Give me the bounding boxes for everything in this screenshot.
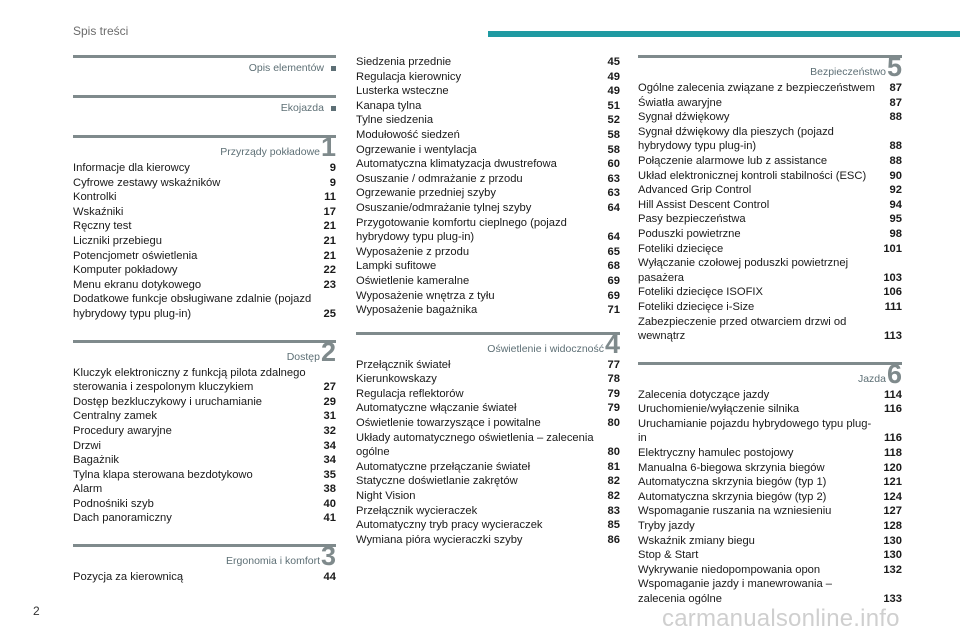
toc-entry-page: 60 <box>607 158 620 171</box>
toc-entry-page: 113 <box>883 330 902 343</box>
toc-section <box>73 336 336 527</box>
toc-entry[interactable] <box>638 519 902 534</box>
toc-entry-title: Wskaźniki <box>73 205 124 218</box>
toc-entry-title: Wyłączanie czołowej poduszki powietrznej pasażera <box>638 257 849 284</box>
toc-entry[interactable] <box>638 417 902 446</box>
toc-entry-title: Automatyczne przełączanie świateł <box>356 460 531 473</box>
toc-entry[interactable] <box>356 401 620 416</box>
toc-entry[interactable] <box>638 212 902 227</box>
toc-entry-page: 58 <box>607 143 620 156</box>
toc-entry-title: Zalecenia dotyczące jazdy <box>638 388 770 401</box>
toc-column-3 <box>638 52 902 607</box>
toc-entry-page: 31 <box>323 410 336 423</box>
toc-entry[interactable] <box>356 201 620 216</box>
toc-entry-title: Zabezpieczenie przed otwarciem drzwi od wewnątrz <box>638 315 847 343</box>
toc-entry-title: Podnośniki szyb <box>73 497 154 510</box>
toc-entry-page: 86 <box>607 533 620 546</box>
toc-entry-page: 69 <box>607 274 620 287</box>
toc-entry-page: 79 <box>607 387 620 400</box>
toc-entry-title: Automatyczna klimatyzacja dwustrefowa <box>356 158 557 171</box>
toc-entry[interactable] <box>638 490 902 505</box>
toc-entry[interactable] <box>73 424 336 439</box>
toc-entry-title: Sygnał dźwiękowy <box>638 111 730 124</box>
section-title: Przyrządy pokładowe <box>220 146 320 158</box>
toc-entry[interactable] <box>356 99 620 114</box>
section-title: Jazda <box>857 372 886 385</box>
toc-entry[interactable] <box>73 482 336 497</box>
toc-entry-title: Lusterka wsteczne <box>356 85 449 98</box>
toc-entry[interactable] <box>356 274 620 289</box>
toc-entry-title: Ręczny test <box>73 220 132 233</box>
watermark: carmanualsonline.info <box>662 605 900 632</box>
toc-entry[interactable] <box>356 372 620 387</box>
toc-entry-title: Lampki sufitowe <box>356 260 437 273</box>
square-bullet-icon <box>331 106 336 111</box>
toc-entry[interactable] <box>73 176 336 191</box>
section-heading <box>73 95 336 117</box>
toc-entry-title: Uruchomienie/wyłączenie silnika <box>638 403 800 416</box>
toc-entry-title: Kierunkowskazy <box>356 373 437 386</box>
toc-entry-page: 23 <box>323 278 336 291</box>
toc-entry[interactable] <box>638 548 902 563</box>
toc-entry[interactable] <box>73 278 336 293</box>
toc-entry-page: 101 <box>883 242 902 255</box>
section-heading <box>73 541 336 572</box>
toc-entry-title: Komputer pokładowy <box>73 264 178 277</box>
toc-entry[interactable] <box>356 431 620 460</box>
toc-entry-title: Bagażnik <box>73 454 120 467</box>
section-heading <box>638 358 902 389</box>
section-title: Ekojazda <box>280 102 324 114</box>
toc-entry[interactable] <box>638 242 902 257</box>
toc-entry[interactable] <box>356 143 620 158</box>
toc-entry-page: 133 <box>883 593 902 605</box>
toc-entry[interactable] <box>638 461 902 476</box>
toc-entry-title: Ogrzewanie i wentylacja <box>356 143 477 156</box>
toc-entry[interactable] <box>638 475 902 490</box>
header-accent-bar <box>488 31 960 37</box>
toc-entry[interactable] <box>73 409 336 424</box>
toc-entry-title: Elektryczny hamulec postojowy <box>638 447 794 460</box>
toc-entry-title: Układy automatycznego oświetlenia – zalecenia ogólne <box>356 431 594 459</box>
toc-entry-page: 52 <box>607 114 620 127</box>
toc-entry-title: Osuszanie / odmrażanie z przodu <box>356 172 523 185</box>
toc-entry-title: Osuszanie/odmrażanie tylnej szyby <box>356 201 532 214</box>
toc-entry[interactable] <box>356 533 620 548</box>
toc-entry[interactable] <box>73 453 336 468</box>
section-number: 1 <box>320 132 336 162</box>
toc-entry-page: 44 <box>323 571 336 584</box>
toc-entry[interactable] <box>638 183 902 198</box>
toc-entry-page: 68 <box>607 260 620 273</box>
section-heading <box>73 336 336 367</box>
section-heading <box>356 328 620 359</box>
toc-entry-title: Automatyczna skrzynia biegów (typ 1) <box>638 476 827 489</box>
toc-section <box>638 358 902 607</box>
toc-entry-title: Tryby jazdy <box>638 520 695 533</box>
toc-entry[interactable] <box>638 534 902 549</box>
toc-entry-title: Wyposażenie bagażnika <box>356 304 478 317</box>
toc-entry-title: Procedury awaryjne <box>73 424 172 437</box>
toc-entry-title: Dach panoramiczny <box>73 512 172 525</box>
toc-entry-page: 88 <box>889 111 902 124</box>
toc-entry-page: 45 <box>607 56 620 68</box>
toc-entry[interactable] <box>73 263 336 278</box>
page-header-title: Spis treści <box>73 24 129 38</box>
toc-entry[interactable] <box>356 216 620 245</box>
toc-entry-title: Potencjometr oświetlenia <box>73 249 198 262</box>
section-number: 3 <box>320 541 336 572</box>
toc-entry-title: Modułowość siedzeń <box>356 128 460 141</box>
toc-entry[interactable] <box>638 154 902 169</box>
toc-entry-page: 63 <box>607 187 620 200</box>
toc-entry[interactable] <box>73 511 336 526</box>
toc-entry-page: 21 <box>323 234 336 247</box>
toc-entry-page: 80 <box>607 417 620 430</box>
toc-entry-page: 17 <box>323 205 336 218</box>
toc-entry-title: Automatyczne włączanie świateł <box>356 402 517 415</box>
section-heading <box>638 52 902 82</box>
toc-entry-title: Wspomaganie jazdy i manewrowania – zalecenia ogólne <box>638 578 833 605</box>
toc-entry-title: Centralny zamek <box>73 410 157 423</box>
toc-entry-page: 90 <box>889 169 902 182</box>
toc-entry-title: Manualna 6-biegowa skrzynia biegów <box>638 461 825 474</box>
toc-entry[interactable] <box>356 259 620 274</box>
toc-entry-title: Statyczne doświetlanie zakrętów <box>356 475 518 488</box>
toc-entry[interactable] <box>356 157 620 172</box>
toc-entry-page: 65 <box>607 245 620 258</box>
toc-entry[interactable] <box>356 55 620 70</box>
toc-entry-page: 9 <box>329 162 336 174</box>
toc-entry-title: Dodatkowe funkcje obsługiwane zdalnie (pojazd hybrydowy typu plug-in) <box>73 293 312 320</box>
toc-entry[interactable] <box>73 205 336 220</box>
page-number: 2 <box>33 604 40 618</box>
toc-section <box>73 55 336 77</box>
toc-entry-page: 38 <box>323 483 336 496</box>
toc-entry-title: Światła awaryjne <box>638 96 722 109</box>
toc-entry[interactable] <box>356 387 620 402</box>
toc-entry-title: Wykrywanie niedopompowania opon <box>638 563 821 576</box>
toc-entry-page: 128 <box>883 520 902 533</box>
toc-entry-page: 79 <box>607 402 620 415</box>
toc-entry-title: Wskaźnik zmiany biegu <box>638 534 755 547</box>
toc-entry-title: Informacje dla kierowcy <box>73 162 190 174</box>
toc-entry-page: 32 <box>323 424 336 437</box>
section-title: Bezpieczeństwo <box>810 66 886 78</box>
toc-entry[interactable] <box>73 497 336 512</box>
toc-entry[interactable] <box>638 256 902 285</box>
toc-entry-page: 82 <box>607 475 620 488</box>
toc-entry-page: 87 <box>889 96 902 109</box>
toc-entry-title: Pasy bezpieczeństwa <box>638 213 746 226</box>
toc-entry[interactable] <box>73 395 336 410</box>
toc-entry-page: 21 <box>323 220 336 233</box>
toc-entry[interactable] <box>356 245 620 260</box>
toc-entry-page: 11 <box>324 191 336 204</box>
toc-entry-title: Przełącznik świateł <box>356 358 451 371</box>
toc-entry[interactable] <box>356 504 620 519</box>
toc-entry-title: Dostęp bezkluczykowy i uruchamianie <box>73 395 263 408</box>
toc-entry-page: 27 <box>323 381 336 394</box>
toc-entry-title: Oświetlenie towarzyszące i powitalne <box>356 417 541 430</box>
toc-entry-page: 94 <box>889 198 902 211</box>
toc-entry-title: Wymiana pióra wycieraczki szyby <box>356 533 523 546</box>
toc-entry[interactable] <box>638 169 902 184</box>
toc-entry-page: 95 <box>889 213 902 226</box>
toc-entry-title: Alarm <box>73 483 103 496</box>
toc-entry[interactable] <box>356 113 620 128</box>
section-title: Opis elementów <box>248 62 324 74</box>
toc-section <box>73 541 336 585</box>
toc-entry[interactable] <box>356 289 620 304</box>
toc-entry-title: Wspomaganie ruszania na wzniesieniu <box>638 505 832 518</box>
toc-entry-page: 88 <box>889 140 902 153</box>
toc-entry[interactable] <box>356 489 620 504</box>
toc-entry-page: 121 <box>883 476 902 489</box>
toc-entry-title: Wyposażenie z przodu <box>356 245 470 258</box>
toc-entry-page: 29 <box>323 395 336 408</box>
toc-entry[interactable] <box>73 439 336 454</box>
toc-entry-title: Ogólne zalecenia związane z bezpieczeństwem <box>638 82 875 94</box>
toc-entry-page: 63 <box>607 172 620 185</box>
toc-entry[interactable] <box>73 570 336 585</box>
toc-entry-page: 83 <box>607 504 620 517</box>
toc-entry-page: 106 <box>883 286 902 299</box>
toc-entry[interactable] <box>73 190 336 205</box>
toc-entry-title: Tylna klapa sterowana bezdotykowo <box>73 468 253 481</box>
section-heading <box>73 55 336 77</box>
toc-entry-title: Przygotowanie komfortu cieplnego (pojazd hybrydowy typu plug-in) <box>356 216 567 244</box>
toc-entry-page: 49 <box>607 85 620 98</box>
toc-entry[interactable] <box>356 303 620 318</box>
toc-entry-title: Uruchamianie pojazdu hybrydowego typu plug-in <box>638 417 872 445</box>
toc-entry[interactable] <box>356 358 620 373</box>
toc-column-1 <box>73 55 336 585</box>
toc-entry-page: 82 <box>607 490 620 503</box>
toc-entry-title: Kanapa tylna <box>356 99 422 112</box>
section-number: 5 <box>886 52 902 82</box>
toc-entry[interactable] <box>356 84 620 99</box>
toc-column-2 <box>356 55 620 547</box>
section-heading <box>73 132 336 162</box>
toc-entry-page: 81 <box>607 460 620 473</box>
toc-entry-page: 41 <box>323 512 336 525</box>
toc-entry[interactable] <box>638 285 902 300</box>
toc-entry[interactable] <box>638 81 902 96</box>
toc-entry-title: Połączenie alarmowe lub z assistance <box>638 154 828 167</box>
toc-entry-page: 92 <box>889 184 902 197</box>
section-title: Ergonomia i komfort <box>226 555 320 568</box>
toc-entry-title: Stop & Start <box>638 549 699 562</box>
toc-entry-title: Drzwi <box>73 439 101 452</box>
toc-entry[interactable] <box>638 125 902 154</box>
toc-entry[interactable] <box>356 128 620 143</box>
toc-entry-title: Regulacja kierownicy <box>356 70 462 83</box>
toc-section <box>73 95 336 117</box>
toc-entry[interactable] <box>638 402 902 417</box>
toc-entry-page: 80 <box>607 446 620 459</box>
toc-entry[interactable] <box>638 446 902 461</box>
toc-entry[interactable] <box>638 504 902 519</box>
section-number: 2 <box>320 336 336 367</box>
toc-entry[interactable] <box>638 110 902 125</box>
toc-entry-title: Night Vision <box>356 490 416 503</box>
toc-entry[interactable] <box>356 460 620 475</box>
toc-entry-page: 103 <box>883 271 902 284</box>
toc-entry-title: Menu ekranu dotykowego <box>73 278 202 291</box>
toc-entry[interactable] <box>356 518 620 533</box>
toc-entry-page: 21 <box>323 249 336 262</box>
toc-entry[interactable] <box>73 249 336 264</box>
toc-entry[interactable] <box>356 474 620 489</box>
toc-entry[interactable] <box>638 96 902 111</box>
toc-entry-title: Foteliki dziecięce <box>638 242 724 255</box>
toc-entry-page: 34 <box>323 454 336 467</box>
toc-entry-title: Tylne siedzenia <box>356 114 434 127</box>
toc-entry-page: 111 <box>884 300 902 313</box>
toc-entry-page: 58 <box>607 128 620 141</box>
section-number: 6 <box>886 358 902 389</box>
toc-entry-page: 120 <box>883 461 902 474</box>
toc-entry-page: 130 <box>883 534 902 547</box>
toc-entry-page: 114 <box>883 388 902 401</box>
toc-entry[interactable] <box>73 468 336 483</box>
toc-entry[interactable] <box>356 172 620 187</box>
toc-section <box>356 55 620 318</box>
toc-entry-page: 35 <box>323 468 336 481</box>
toc-entry-page: 64 <box>607 201 620 214</box>
toc-entry-page: 40 <box>323 497 336 510</box>
toc-entry[interactable] <box>638 300 902 315</box>
toc-entry-page: 127 <box>883 505 902 518</box>
toc-entry[interactable] <box>638 198 902 213</box>
toc-entry-page: 69 <box>607 289 620 302</box>
toc-entry-title: Foteliki dziecięce ISOFIX <box>638 286 763 299</box>
toc-entry-page: 51 <box>607 99 620 112</box>
toc-entry-page: 71 <box>607 304 620 317</box>
toc-entry-title: Kontrolki <box>73 191 117 204</box>
toc-entry-title: Poduszki powietrzne <box>638 227 741 240</box>
toc-entry-page: 25 <box>323 307 336 320</box>
toc-entry-title: Hill Assist Descent Control <box>638 198 770 211</box>
toc-entry-page: 22 <box>323 264 336 277</box>
toc-entry[interactable] <box>356 416 620 431</box>
toc-entry-title: Pozycja za kierownicą <box>73 571 184 584</box>
toc-section <box>356 328 620 548</box>
toc-entry-page: 124 <box>883 490 902 503</box>
toc-entry[interactable] <box>73 366 336 395</box>
toc-entry-title: Wyposażenie wnętrza z tyłu <box>356 289 495 302</box>
toc-entry[interactable] <box>73 234 336 249</box>
toc-entry-title: Advanced Grip Control <box>638 184 752 197</box>
toc-entry-page: 64 <box>607 231 620 244</box>
toc-entry[interactable] <box>638 388 902 403</box>
toc-entry[interactable] <box>73 292 336 321</box>
toc-entry-page: 132 <box>883 563 902 576</box>
toc-entry-page: 9 <box>329 176 336 189</box>
toc-entry-title: Przełącznik wycieraczek <box>356 504 478 517</box>
toc-entry-page: 49 <box>607 70 620 83</box>
toc-entry-title: Cyfrowe zestawy wskaźników <box>73 176 221 189</box>
toc-entry[interactable] <box>638 227 902 242</box>
toc-section <box>73 132 336 322</box>
toc-entry-page: 78 <box>607 373 620 386</box>
toc-entry[interactable] <box>73 161 336 176</box>
toc-entry-page: 34 <box>323 439 336 452</box>
square-bullet-icon <box>331 66 336 71</box>
toc-entry-page: 85 <box>607 519 620 532</box>
toc-section <box>638 52 902 344</box>
toc-entry-title: Sygnał dźwiękowy dla pieszych (pojazd hybrydowy typu plug-in) <box>638 125 834 153</box>
toc-entry-title: Regulacja reflektorów <box>356 387 464 400</box>
section-title: Oświetlenie i widoczność <box>487 342 604 355</box>
toc-entry-title: Automatyczny tryb pracy wycieraczek <box>356 519 543 532</box>
toc-entry-page: 87 <box>889 82 902 94</box>
toc-entry-page: 116 <box>883 432 902 445</box>
section-title: Dostęp <box>286 350 320 363</box>
toc-entry-page: 118 <box>883 447 902 460</box>
toc-entry[interactable] <box>356 70 620 85</box>
toc-entry-title: Oświetlenie kameralne <box>356 274 470 287</box>
toc-entry-title: Liczniki przebiegu <box>73 234 162 247</box>
toc-entry-title: Układ elektronicznej kontroli stabilności (ESC) <box>638 169 867 182</box>
toc-entry[interactable] <box>356 186 620 201</box>
toc-entry-title: Siedzenia przednie <box>356 56 452 68</box>
toc-entry-page: 116 <box>883 403 902 416</box>
toc-entry-title: Automatyczna skrzynia biegów (typ 2) <box>638 490 827 503</box>
toc-entry-title: Ogrzewanie przedniej szyby <box>356 187 496 200</box>
toc-entry-page: 130 <box>883 549 902 562</box>
toc-entry-title: Kluczyk elektroniczny z funkcją pilota zdalnego sterowania i zespolonym kluczykiem <box>73 366 306 394</box>
toc-entry-page: 77 <box>607 358 620 371</box>
toc-entry[interactable] <box>73 219 336 234</box>
toc-entry-page: 98 <box>889 227 902 240</box>
toc-entry[interactable] <box>638 315 902 344</box>
toc-entry-title: Foteliki dziecięce i-Size <box>638 300 755 313</box>
toc-entry[interactable] <box>638 563 902 578</box>
section-number: 4 <box>604 328 620 359</box>
toc-entry-page: 88 <box>889 154 902 167</box>
toc-entry[interactable] <box>638 577 902 606</box>
